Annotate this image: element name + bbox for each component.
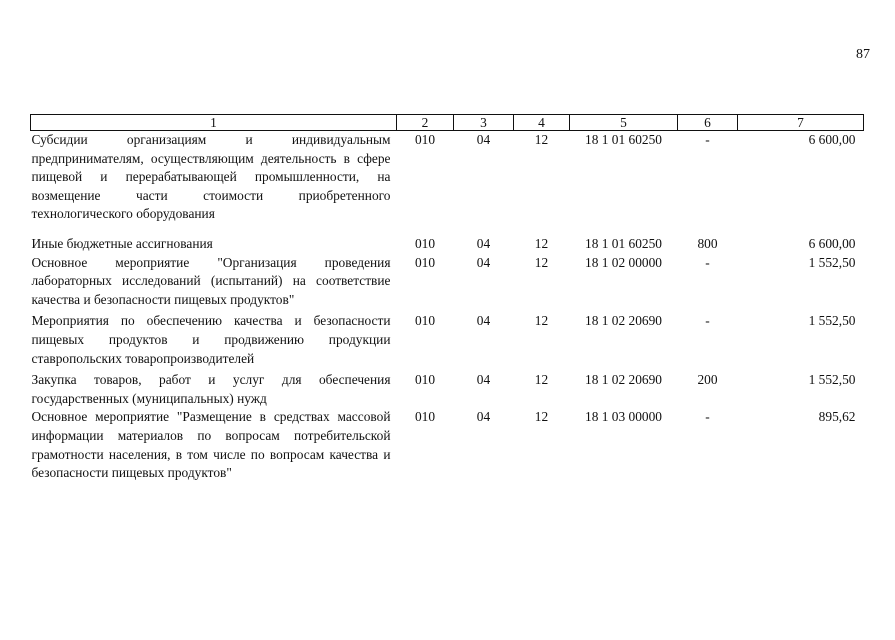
- cell-section: 04: [476, 313, 491, 329]
- cell-amount: 6 600,00: [808, 235, 856, 251]
- cell-amount: 895,62: [818, 409, 856, 425]
- row-name: Мероприятия по обеспечению качества и безопасности пищевых продуктов и продвижению продукции ставропольских товаропроизводителей: [31, 313, 391, 366]
- row-name: Основное мероприятие "Размещение в средствах массовой информации материалов по вопросам потребительской грамотности населения, в том числе по вопросам качества и безопасности пищевых продуктов": [31, 409, 391, 481]
- column-header: 3: [454, 115, 514, 131]
- cell-section: 04: [476, 235, 491, 251]
- column-header: 4: [514, 115, 570, 131]
- cell-ministry: 010: [414, 235, 436, 251]
- cell-ministry: 010: [414, 409, 436, 425]
- table-row: [31, 131, 864, 224]
- cell-section: 04: [476, 132, 491, 147]
- cell-section: 04: [476, 409, 491, 425]
- cell-section: 04: [476, 254, 491, 270]
- column-header: 2: [397, 115, 454, 131]
- table-header-row: [31, 115, 864, 131]
- column-header: 1: [31, 115, 397, 131]
- cell-expense-type: 200: [697, 372, 718, 388]
- cell-amount: 1 552,50: [808, 254, 856, 270]
- table-row: [31, 224, 864, 254]
- cell-expense-type: -: [705, 132, 710, 147]
- row-name: Закупка товаров, работ и услуг для обеспечения государственных (муниципальных) нужд: [31, 372, 391, 406]
- cell-target-article: 18 1 02 20690: [585, 372, 662, 388]
- row-name: Основное мероприятие "Организация проведения лабораторных исследований (испытаний) на соответствие качества и безопасности пищевых продуктов": [31, 254, 391, 307]
- cell-expense-type: -: [705, 313, 710, 329]
- cell-amount: 6 600,00: [808, 132, 856, 147]
- column-header: 5: [570, 115, 678, 131]
- cell-subsection: 12: [534, 313, 549, 329]
- cell-target-article: 18 1 01 60250: [585, 235, 662, 251]
- cell-subsection: 12: [534, 409, 549, 425]
- cell-section: 04: [476, 372, 491, 388]
- cell-target-article: 18 1 01 60250: [585, 132, 662, 147]
- table-row: [31, 368, 864, 408]
- cell-target-article: 18 1 03 00000: [585, 409, 662, 425]
- cell-target-article: 18 1 02 00000: [585, 254, 662, 270]
- cell-subsection: 12: [534, 254, 549, 270]
- cell-expense-type: -: [705, 409, 710, 425]
- budget-table: [30, 114, 864, 483]
- table-row: [31, 309, 864, 368]
- cell-amount: 1 552,50: [808, 372, 856, 388]
- cell-ministry: 010: [414, 313, 436, 329]
- table-row: [31, 254, 864, 310]
- cell-subsection: 12: [534, 132, 549, 147]
- cell-amount: 1 552,50: [808, 313, 856, 329]
- cell-subsection: 12: [534, 372, 549, 388]
- cell-ministry: 010: [414, 372, 436, 388]
- cell-ministry: 010: [414, 132, 436, 147]
- page-number: 87: [856, 47, 870, 62]
- table-row: [31, 408, 864, 482]
- cell-subsection: 12: [534, 235, 549, 251]
- row-name: Субсидии организациям и индивидуальным предпринимателям, осуществляющим деятельность в сфере пищевой и перерабатывающей промышленности, на возмещение части стоимости приобретенного технологического оборудования: [31, 132, 391, 222]
- row-name: Иные бюджетные ассигнования: [31, 235, 213, 251]
- cell-expense-type: 800: [697, 235, 718, 251]
- cell-ministry: 010: [414, 254, 436, 270]
- column-header: 7: [738, 115, 864, 131]
- cell-target-article: 18 1 02 20690: [585, 313, 662, 329]
- column-header: 6: [678, 115, 738, 131]
- cell-expense-type: -: [705, 254, 710, 270]
